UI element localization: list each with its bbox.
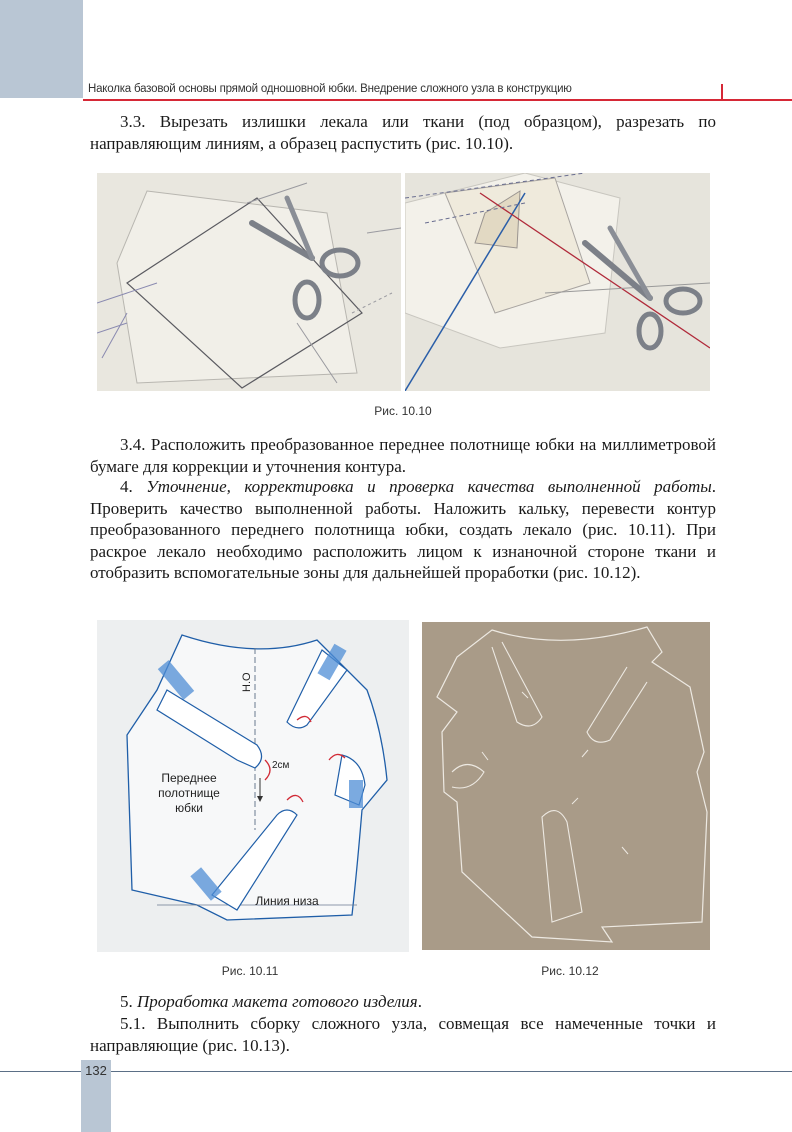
figure-10-11-pattern-diagram [97,620,409,952]
paragraph-5-title: Проработка макета готового изделия [137,992,418,1011]
label-center-line: Н.О [241,672,253,692]
header-divider-tick [721,84,723,101]
paragraph-4-title: Уточнение, корректировка и проверка качества выполненной работы [146,477,712,496]
paragraph-5-number: 5. [120,992,137,1011]
figure-10-10-right-photo [405,173,710,391]
paragraph-5-end: . [417,992,422,1011]
label-front-panel-1: Переднее [161,771,217,785]
label-front-panel-3: юбки [175,801,203,815]
paragraph-4 [90,476,716,584]
paragraph-5 [90,991,716,1013]
label-offset: 2см [272,760,290,771]
paragraph-4-number: 4. [120,477,147,496]
figure-10-12-fabric-photo [422,622,710,950]
header-corner-block [0,0,83,98]
figure-10-10-left-photo [97,173,401,391]
paragraph-3-4: 3.4. Расположить преобразованное переднее полотнище юбки на миллиметровой бумаге для коррекции и уточнения контура. [90,435,716,476]
caption-figure-10-10: Рис. 10.10 [374,404,432,418]
header-divider [83,99,792,101]
page-number: 132 [85,1063,107,1078]
label-front-panel-2: полотнище [158,786,220,800]
paragraph-3-3: 3.3. Вырезать излишки лекала или ткани (под образцом), разрезать по направляющим линиям, а образец распустить (рис. 10.10). [90,112,716,153]
caption-figure-10-11: Рис. 10.11 [221,964,279,978]
paragraph-4-text: . Проверить качество выполненной работы. Наложить кальку, перевести контур преобразованного переднего полотнища юбки, создать лекало (рис. 10.11). При раскрое лекало необходимо расположить лицом к изнаночной стороне ткани и отобразить вспомогательные зоны для дальнейшей проработки (рис. 10.12). [90,477,717,582]
label-hem-line: Линия низа [255,894,319,908]
caption-figure-10-12: Рис. 10.12 [541,964,599,978]
running-title: Наколка базовой основы прямой одношовной юбки. Внедрение сложного узла в конструкцию [88,83,572,95]
footer-divider [0,1071,792,1072]
paragraph-5-1: 5.1. Выполнить сборку сложного узла, совмещая все намеченные точки и направляющие (рис. 10.13). [90,1014,716,1055]
